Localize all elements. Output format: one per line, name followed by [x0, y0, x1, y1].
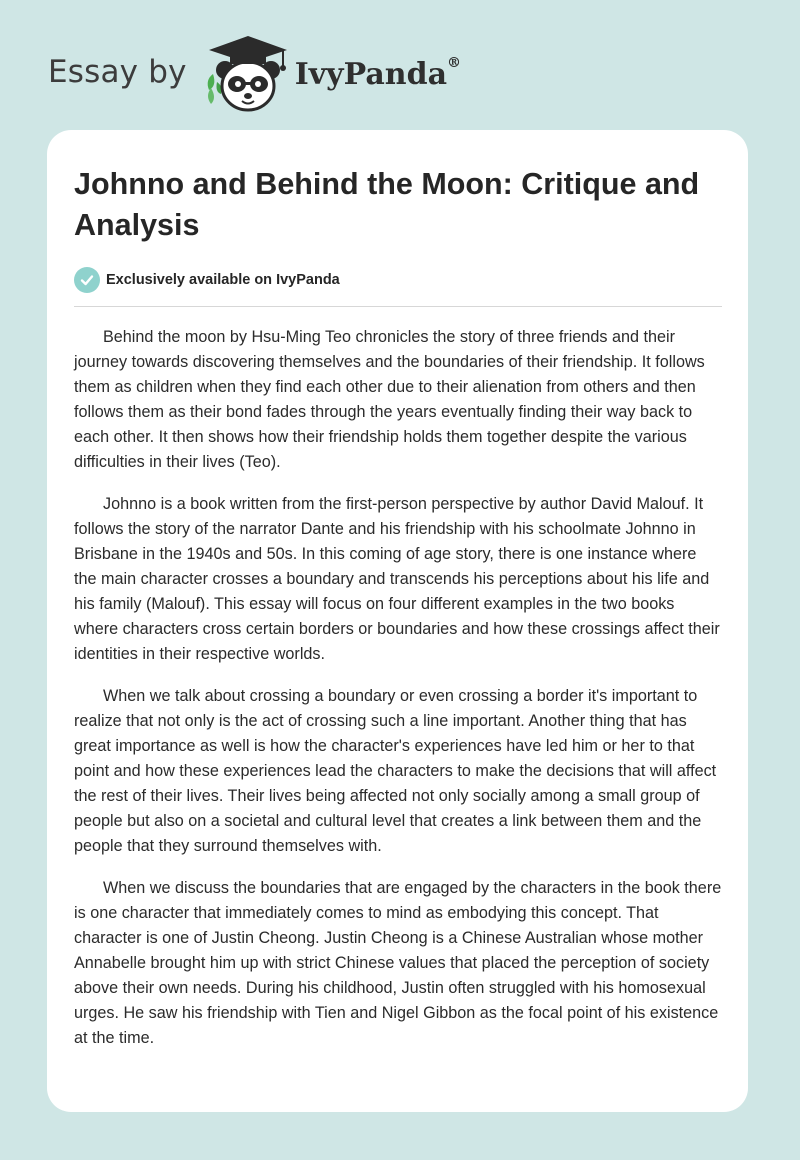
site-header	[48, 30, 461, 114]
paragraph: Johnno is a book written from the first-person perspective by author David Malouf. It follows the story of the narrator Dante and his friendship with his schoolmate Johnno in Brisbane in the 1940s and 50s. In this coming of age story, there is one instance where the main character crosses a boundary and transcends his perceptions about his life and his family (Malouf). This essay will focus on four different examples in the two books where characters cross certain borders or boundaries and how these crossings affect their identities in their respective worlds.	[74, 495, 720, 663]
brand-name[interactable]	[294, 54, 462, 92]
paragraph: Behind the moon by Hsu-Ming Teo chronicles the story of three friends and their journey towards discovering themselves and the boundaries of their friendship. It follows them as children when they find each other due to their alienation from others and then follows them as their bond fades through the years eventually finding their way back to each other. It then shows how their friendship holds them together despite the various difficulties in their lives (Teo).	[74, 328, 705, 471]
article-card	[47, 130, 748, 1112]
check-icon	[74, 267, 100, 293]
brand-name-text: IvyPanda	[294, 56, 448, 92]
exclusive-badge	[74, 266, 722, 294]
article-title: Johnno and Behind the Moon: Critique and Analysis	[74, 167, 700, 242]
paragraph: When we discuss the boundaries that are engaged by the characters in the book there is one character that immediately comes to mind as embodying this concept. That character is one of Justin Cheong. Justin Cheong is a Chinese Australian whose mother Annabelle brought him up with strict Chinese values that placed the perception of society above their own needs. During his childhood, Justin often struggled with his homosexual urges. He saw his friendship with Tien and Nigel Gibbon as the focal point of his existence at the time.	[74, 879, 722, 1047]
paragraph: When we talk about crossing a boundary or even crossing a border it's important to realize that not only is the act of crossing such a line important. Another thing that has great importance as well is how the character's experiences have led him or her to that point and how these experiences lead the characters to make the decisions that will affect the rest of their lives. Their lives being affected not only socially among a small group of people but also on a societal and cultural level that creates a link between them and the people that they surround themselves with.	[74, 687, 717, 855]
panda-graduate-icon[interactable]	[201, 30, 293, 114]
article-body	[74, 325, 722, 1051]
registered-mark: ®	[447, 54, 462, 71]
essay-by-label: Essay by	[48, 54, 187, 90]
divider	[74, 306, 722, 307]
exclusive-badge-text: Exclusively available on IvyPanda	[106, 272, 340, 288]
